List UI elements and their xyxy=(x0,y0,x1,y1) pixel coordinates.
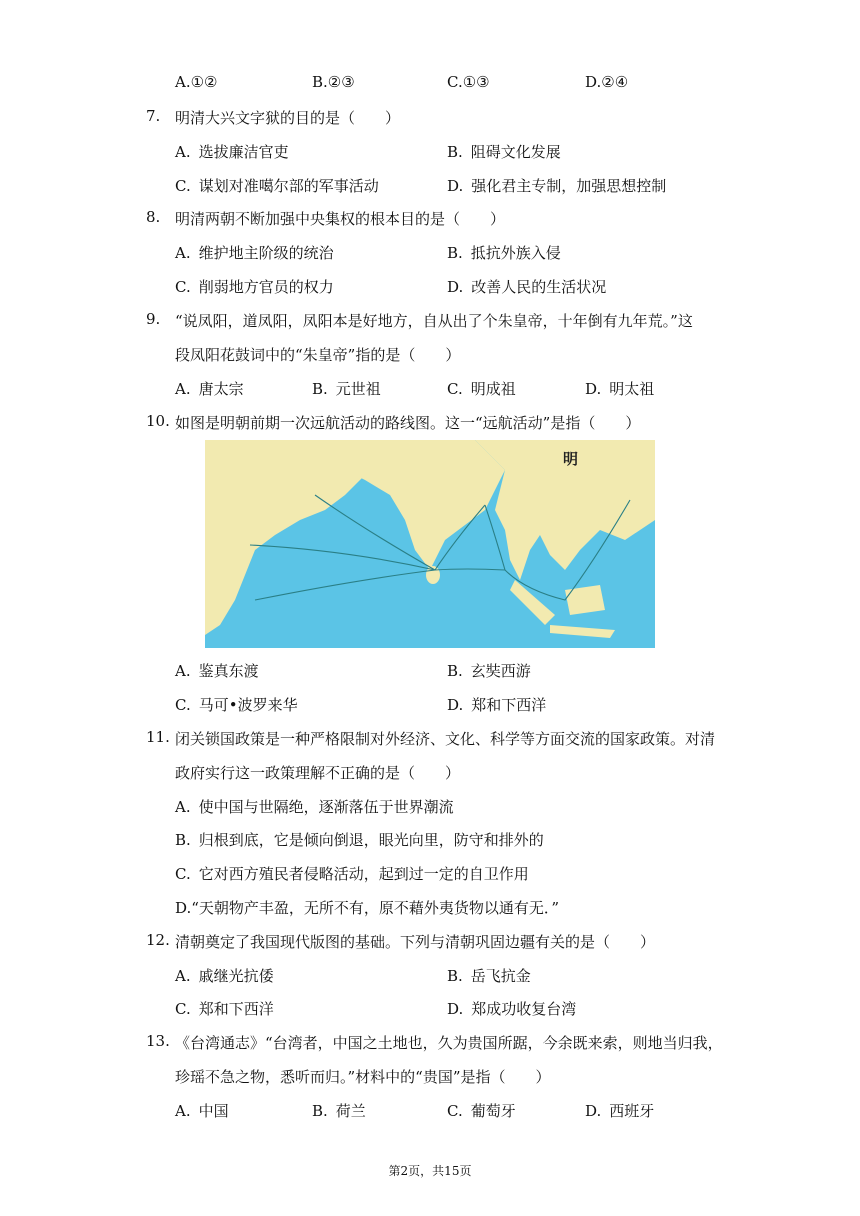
q11-option-a: A. 使中国与世隔绝，逐渐落伍于世界潮流 xyxy=(175,798,454,816)
q9-option-a: A. 唐太宗 xyxy=(175,380,244,398)
q7-option-c: C. 谋划对准噶尔部的军事活动 xyxy=(175,177,379,195)
question-number: 7. xyxy=(146,107,161,125)
q9-option-c: C. 明成祖 xyxy=(447,380,516,398)
q13-option-b: B. 荷兰 xyxy=(312,1102,366,1120)
question-stem: 《台湾通志》“台湾者，中国之土地也，久为贵国所踞，今余既来索，则地当归我， xyxy=(175,1034,723,1052)
question-stem-continued: 珍瑶不急之物，悉听而归。”材料中的“贵国”是指（ ） xyxy=(175,1068,551,1086)
prev-option-a: A.①② xyxy=(175,73,218,91)
q12-option-d: D. 郑成功收复台湾 xyxy=(447,1000,577,1018)
q12-option-c: C. 郑和下西洋 xyxy=(175,1000,274,1018)
voyage-route-map xyxy=(205,440,655,648)
question-number: 9. xyxy=(146,310,161,328)
question-stem: 闭关锁国政策是一种严格限制对外经济、文化、科学等方面交流的国家政策。对清 xyxy=(175,730,716,748)
map-label-ming: 明 xyxy=(563,450,579,468)
question-number: 10. xyxy=(146,412,170,430)
q8-option-c: C. 削弱地方官员的权力 xyxy=(175,278,334,296)
question-number: 8. xyxy=(146,208,161,226)
question-stem-continued: 段凤阳花鼓词中的“朱皇帝”指的是（ ） xyxy=(175,346,461,364)
q9-option-d: D. 明太祖 xyxy=(585,380,655,398)
q11-option-c: C. 它对西方殖民者侵略活动，起到过一定的自卫作用 xyxy=(175,865,529,883)
question-stem: 明清大兴文字狱的目的是（ ） xyxy=(175,109,401,127)
q12-option-b: B. 岳飞抗金 xyxy=(447,967,531,985)
question-stem: “说凤阳，道凤阳，凤阳本是好地方，自从出了个朱皇帝，十年倒有九年荒。”这 xyxy=(175,312,693,330)
question-stem-continued: 政府实行这一政策理解不正确的是（ ） xyxy=(175,764,461,782)
q10-option-b: B. 玄奘西游 xyxy=(447,662,531,680)
q8-option-d: D. 改善人民的生活状况 xyxy=(447,278,607,296)
q13-option-c: C. 葡萄牙 xyxy=(447,1102,516,1120)
q10-option-a: A. 鉴真东渡 xyxy=(175,662,259,680)
question-stem: 清朝奠定了我国现代版图的基础。下列与清朝巩固边疆有关的是（ ） xyxy=(175,933,656,951)
q13-option-d: D. 西班牙 xyxy=(585,1102,655,1120)
q8-option-b: B. 抵抗外族入侵 xyxy=(447,244,561,262)
prev-option-b: B.②③ xyxy=(312,73,355,91)
q13-option-a: A. 中国 xyxy=(175,1102,229,1120)
prev-option-d: D.②④ xyxy=(585,73,629,91)
q10-option-c: C. 马可•波罗来华 xyxy=(175,696,298,714)
q8-option-a: A. 维护地主阶级的统治 xyxy=(175,244,334,262)
prev-option-c: C.①③ xyxy=(447,73,490,91)
q9-option-b: B. 元世祖 xyxy=(312,380,381,398)
q10-option-d: D. 郑和下西洋 xyxy=(447,696,547,714)
q11-option-d: D.“天朝物产丰盈，无所不有，原不藉外夷货物以通有无．” xyxy=(175,899,560,917)
q12-option-a: A. 戚继光抗倭 xyxy=(175,967,274,985)
q7-option-a: A. 选拔廉洁官吏 xyxy=(175,143,289,161)
question-stem: 明清两朝不断加强中央集权的根本目的是（ ） xyxy=(175,210,506,228)
question-number: 12. xyxy=(146,931,170,949)
q11-option-b: B. 归根到底，它是倾向倒退，眼光向里，防守和排外的 xyxy=(175,831,544,849)
q7-option-b: B. 阻碍文化发展 xyxy=(447,143,561,161)
borneo-island xyxy=(565,585,605,615)
q7-option-d: D. 强化君主专制，加强思想控制 xyxy=(447,177,667,195)
question-number: 11. xyxy=(146,728,170,746)
question-stem: 如图是明朝前期一次远航活动的路线图。这一“远航活动”是指（ ） xyxy=(175,414,641,432)
question-number: 13. xyxy=(146,1032,170,1050)
page-footer: 第2页，共15页 xyxy=(388,1164,472,1178)
